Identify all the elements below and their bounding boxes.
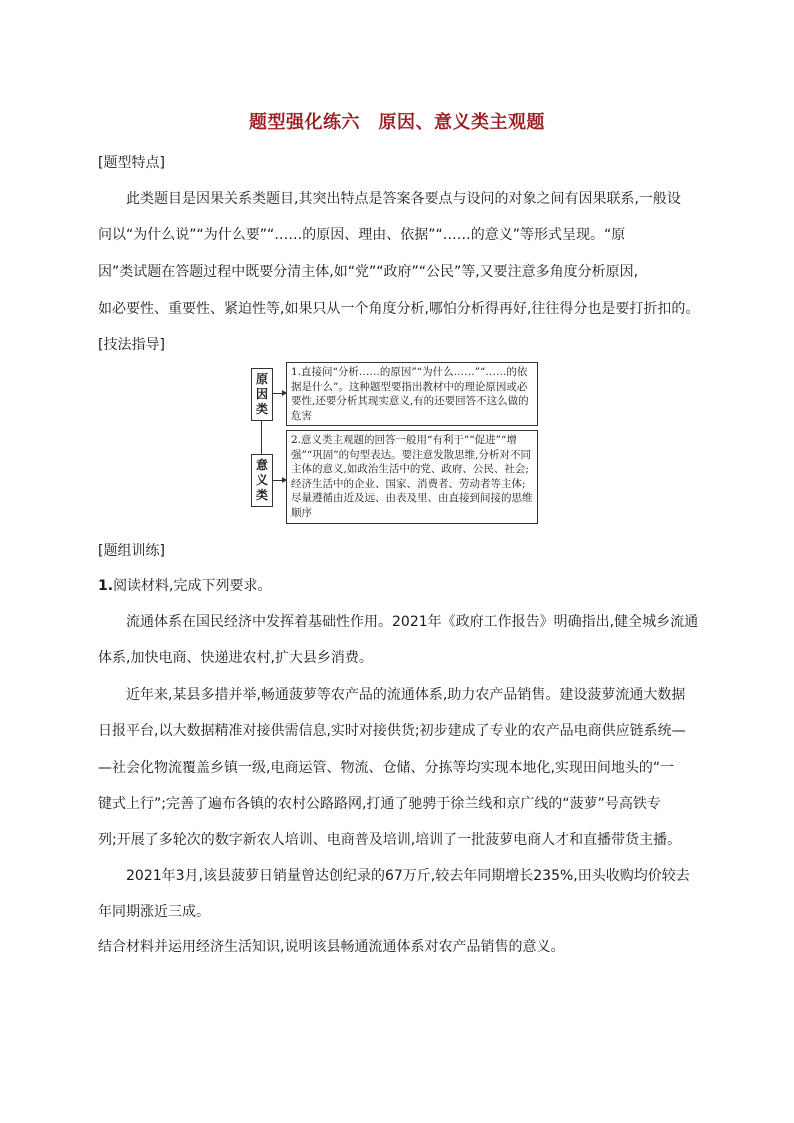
- page-title: 题型强化练六 原因、意义类主观题: [249, 112, 545, 133]
- section-label-practice: [题组训练]: [98, 543, 165, 559]
- section-label-skills: [技法指导]: [98, 337, 165, 353]
- cause-box: 1.直接问“分析……的原因”“为什么……”“……的依据是什么”。这种题型要指出教材中的理论原因或必要性,还要分析其现实意义,有的还要回答不这么做的危害: [286, 362, 538, 426]
- features-line-3: 因”类试题在答题过程中既要分清主体,如“党”“政府”“公民”等,又要注意多角度分析原因,: [98, 264, 639, 280]
- material-line-4: 日报平台,以大数据精准对接供需信息,实时对接供货;初步建成了专业的农产品电商供应链系统—: [98, 723, 686, 739]
- question-prompt: 结合材料并运用经济生活知识,说明该县畅通流通体系对农产品销售的意义。: [98, 939, 565, 955]
- features-line-1: 此类题目是因果关系类题目,其突出特点是答案各要点与设问的对象之间有因果联系,一般设: [126, 191, 681, 207]
- material-line-1: 流通体系在国民经济中发挥着基础性作用。2021年《政府工作报告》明确指出,健全城乡流通: [126, 614, 699, 630]
- question-number: 1.: [98, 578, 114, 594]
- material-line-3: 近年来,某县多措并举,畅通菠萝等农产品的流通体系,助力农产品销售。建设菠萝流通大数据: [126, 687, 686, 703]
- material-line-8: 2021年3月,该县菠萝日销量曾达创纪录的67万斤,较去年同期增长235%,田头收购均价较去: [126, 868, 690, 884]
- features-line-2: 问以“为什么说”“为什么要”“……的原因、理由、依据”“……的意义”等形式呈现。“原: [98, 227, 626, 243]
- meaning-tag: 意义类: [251, 454, 273, 507]
- question-intro: 阅读材料,完成下列要求。: [113, 578, 272, 594]
- cause-arrow: [272, 393, 286, 394]
- material-line-5: —社会化物流覆盖乡镇一级,电商运管、物流、仓储、分拣等均实现本地化,实现田间地头的“一: [98, 760, 675, 776]
- material-line-2: 体系,加快电商、快递进农村,扩大县乡消费。: [98, 650, 373, 666]
- material-line-6: 键式上行”;完善了遍布各镇的农村公路路网,打通了驰骋于徐兰线和京广线的“菠萝”号高铁专: [98, 796, 661, 812]
- features-line-4: 如必要性、重要性、紧迫性等,如果只从一个角度分析,哪怕分析得再好,往往得分也是要打折扣的。: [98, 301, 700, 317]
- meaning-arrow: [272, 480, 286, 481]
- section-label-features: [题型特点]: [98, 155, 165, 171]
- skills-diagram: [248, 360, 544, 526]
- material-line-7: 列;开展了多轮次的数字新农人培训、电商普及培训,培训了一批菠萝电商人才和直播带货主播。: [98, 832, 682, 848]
- meaning-box: 2.意义类主观题的回答一般用“有利于”“促进”“增强”“巩固”的句型表达。要注意发散思维,分析对不同主体的意义,如政治生活中的党、政府、公民、社会;经济生活中的企业、国家、消费者、劳动者等主体;尽量遵循由近及远、由表及里、由直接到间接的思维顺序: [286, 430, 538, 524]
- cause-tag: 原因类: [251, 368, 273, 421]
- material-line-9: 年同期涨近三成。: [98, 904, 210, 920]
- question-line: [98, 575, 272, 595]
